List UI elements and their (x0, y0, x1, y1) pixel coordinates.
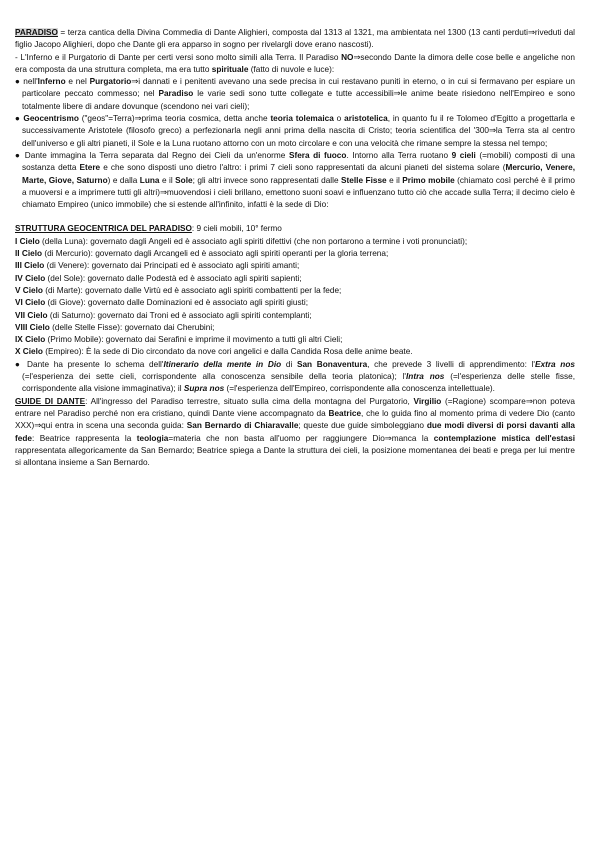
cielo-item: VIII Cielo (delle Stelle Fisse): governato dai Cherubini; (15, 322, 215, 332)
cielo-item: V Cielo (di Marte): governato dalle Virtù ed è associato agli spiriti combattenti per la fede; (15, 285, 342, 295)
struttura-heading: STRUTTURA GEOCENTRICA DEL PARADISO: 9 cieli mobili, 10° fermo (15, 224, 282, 234)
cielo-item: I Cielo (della Luna): governato dagli Angeli ed è associato agli spiriti difettivi (che non portarono a termine i voti pronunciati); (15, 236, 468, 246)
document-page (15, 27, 575, 469)
cielo-item: III Cielo (di Venere): governato dai Principati ed è associato agli spiriti amanti; (15, 261, 300, 271)
title-paradiso: PARADISO (15, 28, 58, 37)
paragraph-inferno-purgatorio: - L'Inferno e il Purgatorio di Dante per certi versi sono molto simili alla Terra. Il Paradiso NO⇒secondo Dante la dimora delle cose belle e angeliche non era composta da una struttura completa, ma era tutto spirituale (fatto di nuvole e luce): (15, 52, 575, 74)
cielo-item: VII Cielo (di Saturno): governato dai Troni ed è associato agli spiriti contemplanti; (15, 310, 312, 320)
cielo-item: X Cielo (Empireo): È la sede di Dio circondato da nove cori angelici e dalla Candida Rosa delle anime beate. (15, 347, 413, 357)
cielo-item: IV Cielo (del Sole): governato dalle Podestà ed è associato agli spiriti sapienti; (15, 273, 302, 283)
spacer (15, 211, 575, 223)
intro-paragraph: PARADISO = terza cantica della Divina Commedia di Dante Alighieri, composta dal 1313 al 1321, ma ambientata nel 1300 (13 canti perduti⇒riveduti dal figlio Jacopo Alighieri, dopo che Dante gli era apparso in sogno per rivelargli dove erano nascosti). (15, 28, 575, 50)
bullet-bonaventura: ● Dante ha presente lo schema dell'Itinerario della mente in Dio di San Bonaventura, che prevede 3 livelli di apprendimento: l'Extra nos (=l'esperienza dei sette cieli, corrispondente alla conoscenza sensibile della teoria platonica); l'Intra nos (=l'esperienza delle stelle fisse, corrispondente alla visione immaginativa); il Supra nos (=l'esperienza dell'Empireo, corrispondente alla conoscenza intellettuale). (15, 359, 576, 394)
bullet-geocentrismo: ● Geocentrismo ("geos"=Terra)⇒prima teoria cosmica, detta anche teoria tolemaica o aristotelica, in quanto fu il re Tolomeo d'Egitto a progettarla e successivamente Aristotele (filosofo greco) a perfezionarla negli anni prima della nascita di Cristo; teoria scientifica del '300⇒la Terra sta al centro dell'universo e gli altri pianeti, il Sole e la Luna ruotano attorno con un moto circolare e con una velocità che rimane sempre la stessa nel tempo; (15, 114, 575, 148)
bullet-cieli: ● Dante immagina la Terra separata dal Regno dei Cieli da un'enorme Sfera di fuoco. Intorno alla Terra ruotano 9 cieli (=mobili) composti di una sostanza detta Etere e che sono disposti uno dietro l'altro: i primi 7 cieli sono rappresentati da alcuni pianeti del sistema solare (Mercurio, Venere, Marte, Giove, Saturno) e dalla Luna e il Sole; gli altri invece sono rappresentati dalle Stelle Fisse e il Primo mobile (chiamato così perché è il primo a muoversi e a imprimere tutti gli altri)⇒muovendosi i cieli brillano, emettono suoni soavi e influenzano tutto ciò che accade sulla Terra; il decimo cielo è chiamato Empireo (unico immobile) che si estende all'infinito, infatti è la sede di Dio: (15, 150, 576, 210)
paragraph-guide: GUIDE DI DANTE: All'ingresso del Paradiso terrestre, situato sulla cima della montagna del Purgatorio, Virgilio (=Ragione) scompare⇒non poteva entrare nel Paradiso perché non era cristiano, quindi Dante viene accompagnato da Beatrice, che lo guida fino al momento prima di vedere Dio (canto XXX)⇒qui entra in scena una seconda guida: San Bernardo di Chiaravalle; queste due guide simboleggiano due modi diversi di porsi davanti alla fede: Beatrice rappresenta la teologia=materia che non basta all'uomo per raggiungere Dio⇒manca la contemplazione mistica dell'estasi rappresentata allegoricamente da San Bernardo; Beatrice spiega a Dante la struttura dei cieli, la posizione momentanea dei beati e prega per lui mentre si allontana insieme a San Bernardo. (15, 396, 575, 468)
cielo-item: VI Cielo (di Giove): governato dalle Dominazioni ed è associato agli spiriti giusti; (15, 298, 309, 308)
cielo-item: IX Cielo (Primo Mobile): governato dai Serafini e imprime il movimento a tutti gli altri Cieli; (15, 335, 343, 345)
cielo-item: II Cielo (di Mercurio): governato dagli Arcangeli ed è associato agli spiriti operanti per la gloria terrena; (15, 249, 389, 259)
bullet-sedi: ● nell'Inferno e nel Purgatorio⇒i dannati e i penitenti avevano una sede precisa in cui restavano puniti in eterno, o in cui si fermavano per espiare un particolare peccato commesso; nel Paradiso le varie sedi sono tutte collegate e tutte accessibili⇒le anime beate risiedono nell'Empireo e sono totalmente libere di andare dovunque (scendono nei vari cieli); (15, 77, 575, 111)
